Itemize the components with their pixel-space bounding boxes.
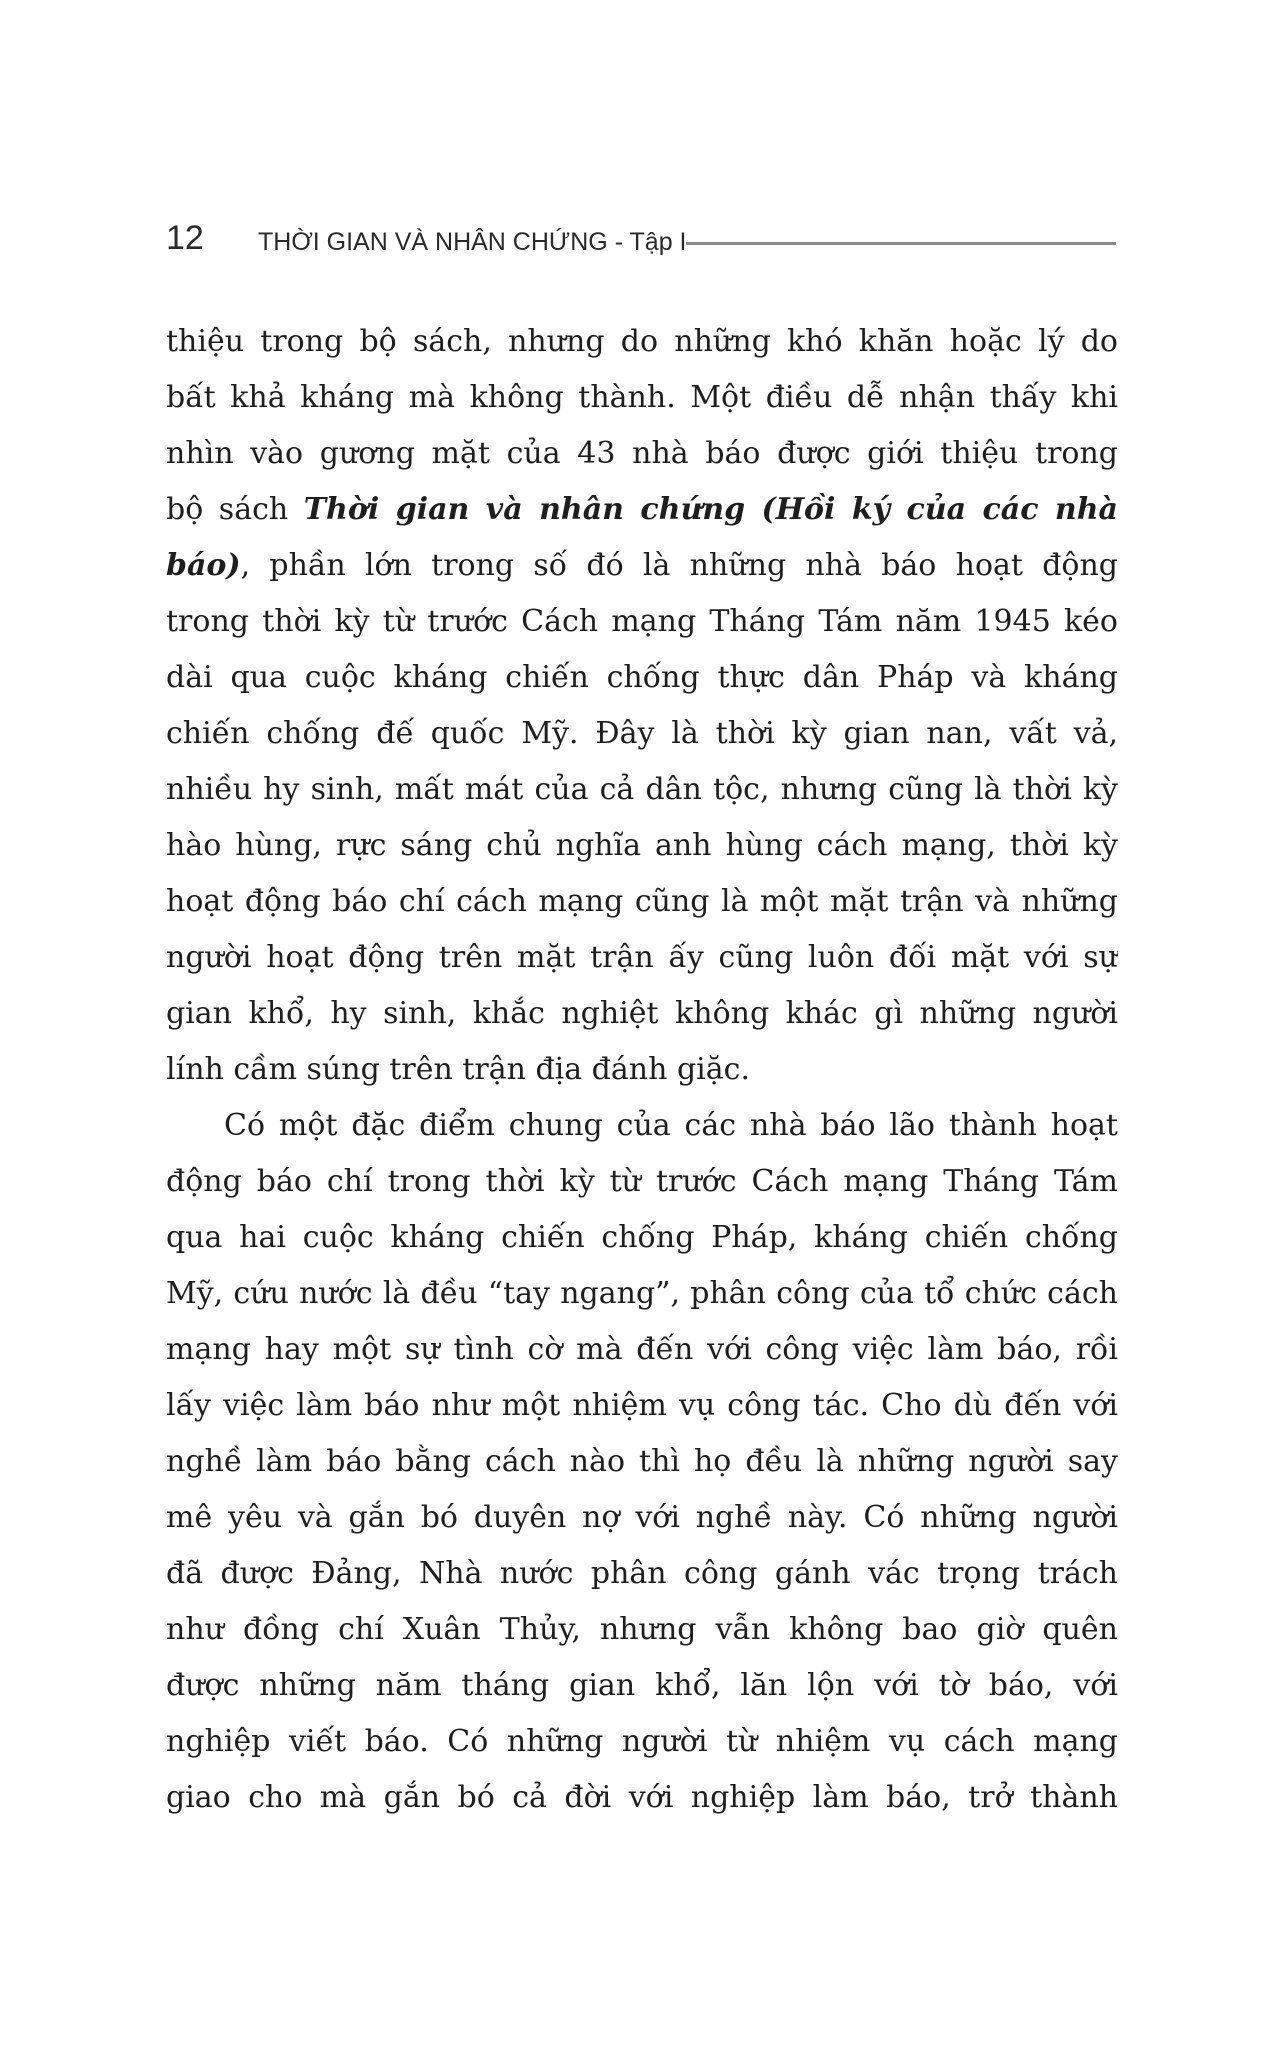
text-line: Có một đặc điểm chung của các nhà báo lão thành hoạt: [224, 1108, 1118, 1143]
text-line: [166, 482, 1118, 538]
text-line: bất khả kháng mà không thành. Một điều dễ nhận thấy khi: [166, 380, 1118, 415]
text-line: [166, 538, 1118, 594]
text-line: được những năm tháng gian khổ, lăn lộn với tờ báo, với: [166, 1668, 1118, 1703]
text-line: nghiệp viết báo. Có những người từ nhiệm vụ cách mạng: [166, 1724, 1118, 1759]
text-line: Mỹ, cứu nước là đều “tay ngang”, phân công của tổ chức cách: [166, 1276, 1118, 1311]
text-line: giao cho mà gắn bó cả đời với nghiệp làm báo, trở thành: [166, 1780, 1118, 1815]
text-line: lính cầm súng trên trận địa đánh giặc.: [166, 1052, 750, 1087]
text-line: động báo chí trong thời kỳ từ trước Cách mạng Tháng Tám: [166, 1164, 1118, 1199]
book-title-emphasis: Thời gian và nhân chứng (Hồi ký của các nhà: [303, 492, 1118, 527]
paragraph-1: [166, 314, 1118, 1098]
body-text: [166, 314, 1118, 1826]
text-line: mê yêu và gắn bó duyên nợ với nghề này. Có những người: [166, 1500, 1118, 1535]
text-line: nhìn vào gương mặt của 43 nhà báo được giới thiệu trong: [166, 436, 1118, 471]
text-line: đã được Đảng, Nhà nước phân công gánh vác trọng trách: [166, 1556, 1118, 1591]
text-line: người hoạt động trên mặt trận ấy cũng luôn đối mặt với sự: [166, 940, 1118, 975]
paragraph-2: [166, 1098, 1118, 1826]
book-title: THỜI GIAN VÀ NHÂN CHỨNG - Tập I: [258, 228, 687, 256]
text-line: trong thời kỳ từ trước Cách mạng Tháng Tám năm 1945 kéo: [166, 604, 1118, 639]
book-title-emphasis: báo): [166, 548, 241, 583]
text-run: , phần lớn trong số đó là những nhà báo hoạt động: [240, 548, 1118, 583]
page-number: 12: [166, 219, 204, 257]
text-line: lấy việc làm báo như một nhiệm vụ công tác. Cho dù đến với: [166, 1388, 1118, 1423]
text-line: thiệu trong bộ sách, nhưng do những khó khăn hoặc lý do: [166, 324, 1118, 359]
text-line: dài qua cuộc kháng chiến chống thực dân Pháp và kháng: [166, 660, 1118, 695]
text-line: gian khổ, hy sinh, khắc nghiệt không khác gì những người: [166, 996, 1118, 1031]
header-rule: [686, 242, 1116, 245]
running-header: [166, 218, 1116, 266]
text-line: qua hai cuộc kháng chiến chống Pháp, kháng chiến chống: [166, 1220, 1118, 1255]
text-line: hào hùng, rực sáng chủ nghĩa anh hùng cách mạng, thời kỳ: [166, 828, 1118, 863]
text-line: chiến chống đế quốc Mỹ. Đây là thời kỳ gian nan, vất vả,: [166, 716, 1118, 751]
text-line: như đồng chí Xuân Thủy, nhưng vẫn không bao giờ quên: [166, 1612, 1118, 1647]
text-line: mạng hay một sự tình cờ mà đến với công việc làm báo, rồi: [166, 1332, 1118, 1367]
text-line: nhiều hy sinh, mất mát của cả dân tộc, nhưng cũng là thời kỳ: [166, 772, 1118, 807]
text-line: nghề làm báo bằng cách nào thì họ đều là những người say: [166, 1444, 1118, 1479]
text-run: bộ sách: [166, 492, 304, 527]
text-line: hoạt động báo chí cách mạng cũng là một mặt trận và những: [166, 884, 1118, 919]
